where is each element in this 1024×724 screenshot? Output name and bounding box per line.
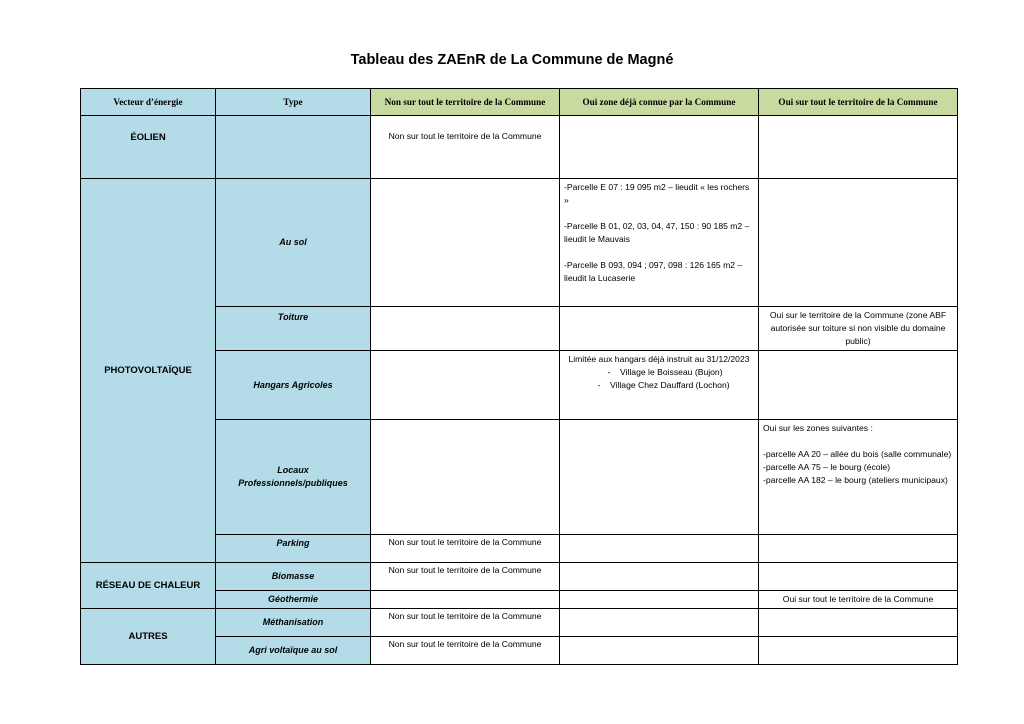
methanisation-oui xyxy=(759,609,958,637)
au-sol-parcelle-3: -Parcelle B 093, 094 ; 097, 098 : 126 165 m2 – lieudit la Lucaserie xyxy=(564,260,743,283)
locaux-non xyxy=(371,420,560,535)
row-biomasse xyxy=(81,563,958,591)
vector-reseau-chaleur: RÉSEAU DE CHALEUR xyxy=(81,563,216,609)
type-geothermie: Géothermie xyxy=(216,591,371,609)
parking-zone xyxy=(560,535,759,563)
header-vecteur: Vecteur d’énergie xyxy=(81,89,216,116)
locaux-intro: Oui sur les zones suivantes : xyxy=(763,423,873,433)
type-eolien-empty xyxy=(216,116,371,179)
type-locaux-line-2: Professionnels/publiques xyxy=(238,478,348,488)
au-sol-oui xyxy=(759,179,958,307)
vector-photovoltaique: PHOTOVOLTAÏQUE xyxy=(81,179,216,563)
agri-oui xyxy=(759,637,958,665)
parking-oui xyxy=(759,535,958,563)
locaux-zone xyxy=(560,420,759,535)
methanisation-zone xyxy=(560,609,759,637)
eolien-non: Non sur tout le territoire de la Commune xyxy=(371,116,560,179)
page-title: Tableau des ZAEnR de La Commune de Magné xyxy=(350,52,674,68)
vector-eolien: ÉOLIEN xyxy=(81,116,216,179)
row-methanisation xyxy=(81,609,958,637)
geothermie-oui: Oui sur tout le territoire de la Commune xyxy=(759,591,958,609)
biomasse-zone xyxy=(560,563,759,591)
au-sol-zone xyxy=(560,179,759,307)
agri-non: Non sur tout le territoire de la Commune xyxy=(371,637,560,665)
hangars-oui xyxy=(759,351,958,420)
locaux-oui xyxy=(759,420,958,535)
zaenr-table xyxy=(80,88,958,665)
vector-autres: AUTRES xyxy=(81,609,216,665)
type-methanisation: Méthanisation xyxy=(216,609,371,637)
agri-zone xyxy=(560,637,759,665)
au-sol-parcelle-1: -Parcelle E 07 : 19 095 m2 – lieudit « les rochers » xyxy=(564,182,750,205)
hangars-non xyxy=(371,351,560,420)
locaux-item-1: -parcelle AA 20 – allée du bois (salle communale) xyxy=(763,449,952,459)
hangars-intro: Limitée aux hangars déjà instruit au 31/12/2023 xyxy=(568,354,750,364)
type-au-sol: Au sol xyxy=(216,179,371,307)
toiture-non xyxy=(371,307,560,351)
hangars-item-1: - Village le Boisseau (Bujon) xyxy=(607,367,723,377)
locaux-item-2: -parcelle AA 75 – le bourg (école) xyxy=(763,462,891,472)
hangars-item-2: - Village Chez Dauffard (Lochon) xyxy=(597,380,730,390)
type-hangars: Hangars Agricoles xyxy=(216,351,371,420)
type-toiture: Toiture xyxy=(216,307,371,351)
geothermie-non xyxy=(371,591,560,609)
parking-non: Non sur tout le territoire de la Commune xyxy=(371,535,560,563)
hangars-zone xyxy=(560,351,759,420)
header-non: Non sur tout le territoire de la Commune xyxy=(371,89,560,116)
biomasse-non: Non sur tout le territoire de la Commune xyxy=(371,563,560,591)
header-zone: Oui zone déjà connue par la Commune xyxy=(560,89,759,116)
row-au-sol xyxy=(81,179,958,307)
type-biomasse: Biomasse xyxy=(216,563,371,591)
header-row xyxy=(81,89,958,116)
type-locaux-line-1: Locaux xyxy=(277,465,309,475)
au-sol-non xyxy=(371,179,560,307)
eolien-zone xyxy=(560,116,759,179)
type-parking: Parking xyxy=(216,535,371,563)
header-type: Type xyxy=(216,89,371,116)
toiture-zone xyxy=(560,307,759,351)
au-sol-parcelle-2: -Parcelle B 01, 02, 03, 04, 47, 150 : 90 185 m2 – lieudit le Mauvais xyxy=(564,221,750,244)
header-oui: Oui sur tout le territoire de la Commune xyxy=(759,89,958,116)
locaux-item-3: -parcelle AA 182 – le bourg (ateliers municipaux) xyxy=(763,475,948,485)
toiture-oui: Oui sur le territoire de la Commune (zone ABF autorisée sur toiture si non visible du domaine public) xyxy=(759,307,958,351)
eolien-oui xyxy=(759,116,958,179)
methanisation-non: Non sur tout le territoire de la Commune xyxy=(371,609,560,637)
geothermie-zone xyxy=(560,591,759,609)
row-eolien xyxy=(81,116,958,179)
type-agri: Agri voltaïque au sol xyxy=(216,637,371,665)
type-locaux xyxy=(216,420,371,535)
biomasse-oui xyxy=(759,563,958,591)
